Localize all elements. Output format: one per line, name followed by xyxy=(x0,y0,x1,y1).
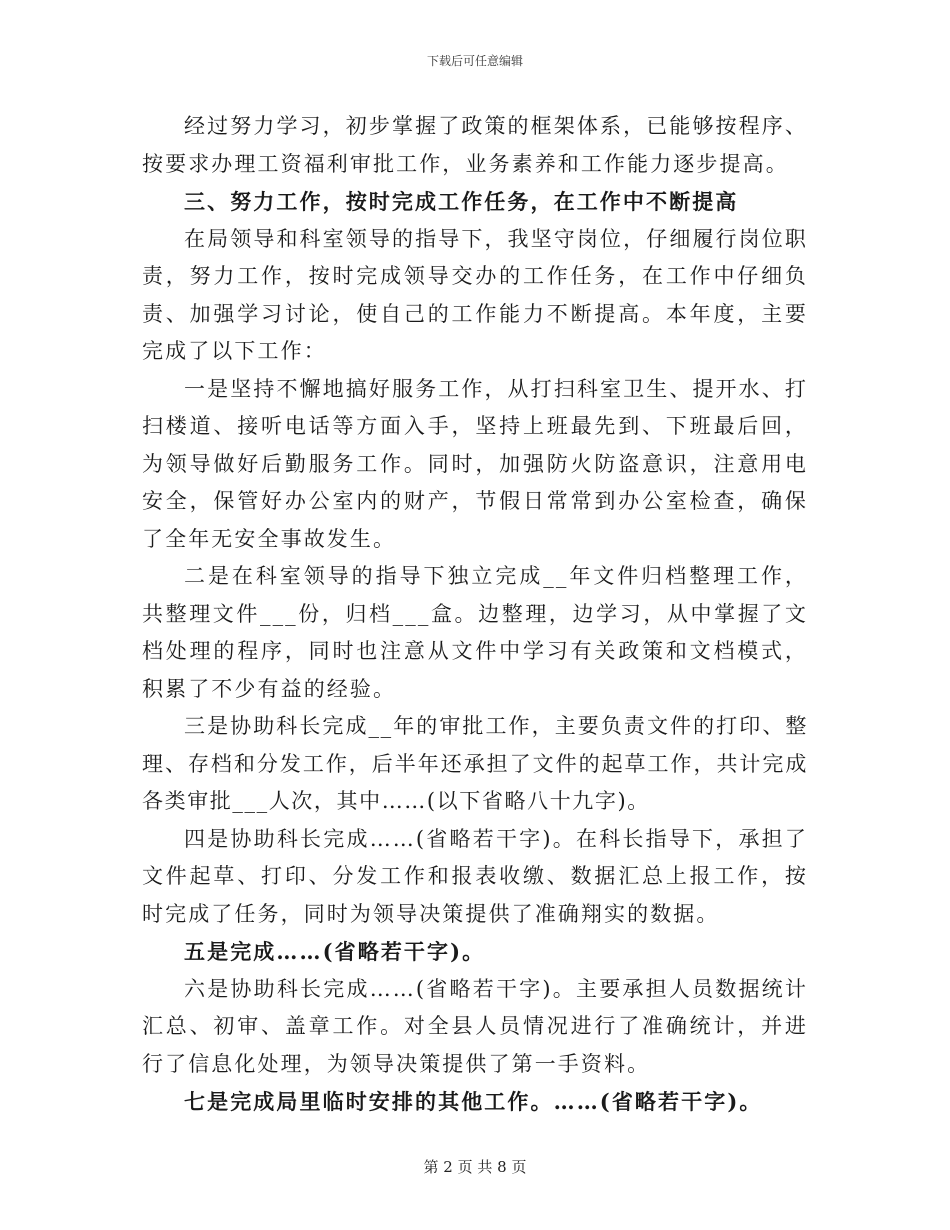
section-heading-3: 三、努力工作，按时完成工作任务，在工作中不断提高 xyxy=(184,189,739,214)
paragraph-work-intro: 在局领导和科室领导的指导下，我坚守岗位，仔细履行岗位职责，努力工作，按时完成领导交办的工作任务，在工作中仔细负责、加强学习讨论，使自己的工作能力不断提高。本年度，主要完成了以下工作： xyxy=(142,226,808,363)
paragraph-item-3: 三是协助科长完成__年的审批工作，主要负责文件的打印、整理、存档和分发工作，后半年还承担了文件的起草工作，共计完成各类审批___人次，其中……(以下省略八十九字)。 xyxy=(142,714,808,813)
paragraph-item-2: 二是在科室领导的指导下独立完成__年文件归档整理工作，共整理文件___份，归档___盒。边整理，边学习，从中掌握了文档处理的程序，同时也注意从文件中学习有关政策和文档模式，积累了不少有益的经验。 xyxy=(142,564,808,701)
paragraph-item-1: 一是坚持不懈地搞好服务工作，从打扫科室卫生、提开水、打扫楼道、接听电话等方面入手，坚持上班最先到、下班最后回，为领导做好后勤服务工作。同时，加强防火防盗意识，注意用电安全，保管好办公室内的财产，节假日常常到办公室检查，确保了全年无安全事故发生。 xyxy=(142,376,808,551)
paragraph-item-5: 五是完成……(省略若干字)。 xyxy=(184,939,486,964)
paragraph-item-7: 七是完成局里临时安排的其他工作。……(省略若干字)。 xyxy=(184,1089,763,1114)
document-body xyxy=(142,108,808,1121)
paragraph-item-4: 四是协助科长完成……(省略若干字)。在科长指导下，承担了文件起草、打印、分发工作和报表收缴、数据汇总上报工作，按时完成了任务，同时为领导决策提供了准确翔实的数据。 xyxy=(142,826,808,926)
page-header-note: 下载后可任意编辑 xyxy=(426,54,523,68)
paragraph-study-progress: 经过努力学习，初步掌握了政策的框架体系，已能够按程序、按要求办理工资福利审批工作，业务素养和工作能力逐步提高。 xyxy=(142,114,808,176)
page-number: 第 2 页 共 8 页 xyxy=(423,1158,527,1176)
paragraph-item-6: 六是协助科长完成……(省略若干字)。主要承担人员数据统计汇总、初审、盖章工作。对全县人员情况进行了准确统计，并进行了信息化处理，为领导决策提供了第一手资料。 xyxy=(142,976,808,1076)
